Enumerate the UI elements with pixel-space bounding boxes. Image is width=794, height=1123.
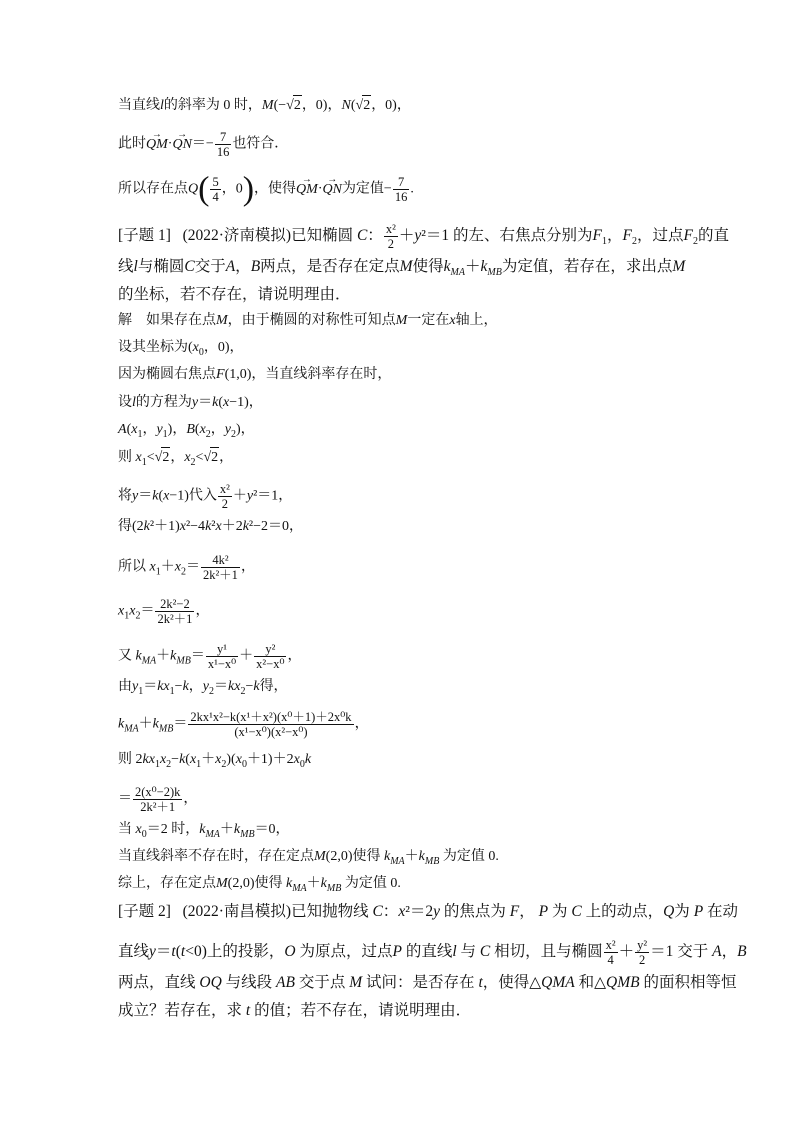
solution-line-8: 得(2k²＋1)x²−4k²x＋2k²−2＝0，	[118, 519, 304, 534]
solution-line-2: 设其坐标为($x_0$，0)，	[118, 340, 244, 358]
solution-line-12: 由$y_1=kx_1-k$，$y_2=kx_2-k$得，	[118, 679, 288, 697]
solution-line-13: $k_{MA}+k_{MB}=$ $\frac{\text{2kx¹x²−k(x¹＋x²)(x⁰＋1)＋2x⁰k}}{\text{(x¹−x⁰)(x²−x⁰)}}$ ，	[118, 710, 369, 739]
subproblem-1-line-2: 线l与椭圆C交于A，B两点，是否存在定点M使得$k_{MA}+k_{MB}$为定值，若存在，求出点M	[118, 258, 686, 279]
subproblem-1-line-1: [子题 1] (2022·济南模拟)已知椭圆 C： $\frac{\text{x²}}{2}$ ＋y²＝1 的左、右焦点分别为$F_1$，$F_2$，过点$F_2$的直	[118, 222, 729, 251]
solution-line-16: 当 $x_0=2$ 时，$k_{MA}+k_{MB}=0$，	[118, 822, 290, 840]
solution-line-1: 解 如果存在点M，由于椭圆的对称性可知点M一定在x轴上，	[118, 313, 498, 328]
subproblem-1-line-3: 的坐标，若不存在，请说明理由．	[118, 286, 351, 303]
solution-line-6: 则 $x_1<√2$，$x_2<√2$，	[118, 447, 233, 473]
subproblem-2-line-3: 两点，直线 OQ 与线段 AB 交于点 M 试问：是否存在 t，使得△QMA 和△QMB 的面积相等恒	[118, 974, 737, 991]
text-line-1: 当直线l的斜率为 0 时，M(−√2，0)，N(√2，0)，	[118, 95, 411, 116]
solution-line-10: $x_1x_2=$ $\frac{\text{2k²−2}}{\text{2k²＋1}}$ ，	[118, 597, 210, 626]
solution-line-11: 又 $k_{MA}+k_{MB}=$ $\frac{\text{y¹}}{\text{x¹−x⁰}}$ ＋ $\frac{\text{y²}}{\text{x²−x⁰}}$ ，	[118, 642, 302, 671]
subproblem-2-line-4: 成立？若存在，求 t 的值；若不存在，请说明理由．	[118, 1002, 472, 1019]
text-line-3: 所以存在点Q( $\frac{5}{4}$ ，0)，使得→ QM·→ QN为定值− $\frac{7}{16}$ .	[118, 175, 414, 204]
solution-line-17: 当直线斜率不存在时，存在定点M(2,0)使得 $k_{MA}+k_{MB}$ 为定值 0.	[118, 849, 499, 867]
solution-line-14: 则 $2kx_1x_2-k(x_1+x_2)(x_0+1)+2x_0k$	[118, 752, 312, 770]
solution-line-3: 因为椭圆右焦点F(1,0)，当直线斜率存在时，	[118, 367, 392, 382]
solution-line-7: 将y＝k(x−1)代入 $\frac{\text{x²}}{2}$ ＋y²＝1，	[118, 482, 293, 511]
subproblem-2-line-2: 直线y＝t(t<0)上的投影，O 为原点，过点P 的直线l 与 C 相切，且与椭圆 $\frac{\text{x²}}{4}$ ＋ $\frac{\text{y²}}{2}$ ＝1 交于 A，B	[118, 938, 747, 967]
solution-line-4: 设l的方程为y＝k(x−1)，	[118, 395, 263, 410]
text-line-2: 此时→ QM·→ QN＝− $\frac{7}{16}$ 也符合．	[118, 130, 288, 159]
solution-line-9: 所以 $x_1+x_2=$ $\frac{\text{4k²}}{\text{2k²＋1}}$ ，	[118, 553, 255, 582]
solution-line-18: 综上，存在定点M(2,0)使得 $k_{MA}+k_{MB}$ 为定值 0.	[118, 876, 401, 894]
subproblem-2-line-1: [子题 2] (2022·南昌模拟)已知抛物线 C：x²＝2y 的焦点为 F， P 为 C 上的动点，Q为 P 在动	[118, 903, 739, 920]
solution-line-5: $A(x_1$，$y_1$)，$B(x_2$，$y_2$)，	[118, 422, 255, 440]
solution-line-15: ＝ $\frac{\text{2(x⁰−2)k}}{\text{2k²＋1}}$ ，	[118, 785, 198, 814]
